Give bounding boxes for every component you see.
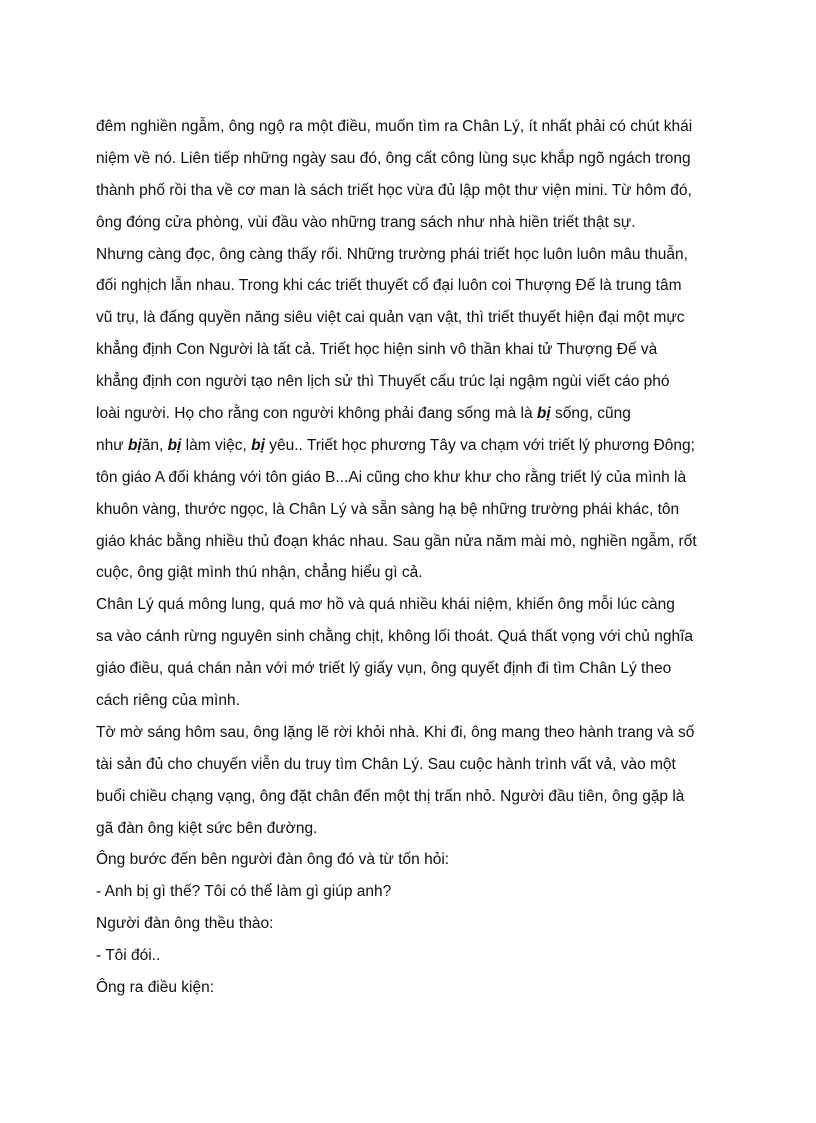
body-text (96, 111, 736, 1004)
text-line: Nhưng càng đọc, ông càng thấy rối. Những trường phái triết học luôn luôn mâu thuẫn, (96, 245, 688, 263)
text-line: vũ trụ, là đấng quyền năng siêu việt cai quản vạn vật, thì triết thuyết hiện đại một mực (96, 309, 685, 327)
text-segment: như (96, 436, 128, 454)
text-line: - Anh bị gì thế? Tôi có thể làm gì giúp anh? (96, 883, 392, 901)
text-line: Ông ra điều kiện: (96, 979, 215, 997)
text-segment: loài người. Họ cho rằng con người không phải đang sống mà là (96, 405, 537, 423)
text-line: cuộc, ông giật mình thú nhận, chẳng hiểu gì cả. (96, 564, 423, 582)
text-line: tôn giáo A đối kháng với tôn giáo B...Ai cũng cho khư khư cho rằng triết lý của mình là (96, 468, 687, 486)
text-line: đối nghịch lẫn nhau. Trong khi các triết thuyết cổ đại luôn coi Thượng Đế là trung tâm (96, 277, 682, 295)
text-line (96, 430, 736, 462)
text-segment: ăn, (141, 436, 168, 454)
emphasis-bi: bị (167, 436, 182, 454)
text-line: niệm về nó. Liên tiếp những ngày sau đó, ông cất công lùng sục khắp ngõ ngách trong (96, 149, 691, 167)
text-line: khuôn vàng, thước ngọc, là Chân Lý và sẵn sàng hạ bệ những trường phái khác, tôn (96, 500, 680, 518)
emphasis-bi: bị (251, 436, 265, 454)
text-line: tài sản đủ cho chuyến viễn du truy tìm Chân Lý. Sau cuộc hành trình vất vả, vào một (96, 755, 676, 773)
emphasis-bi: bị (127, 436, 142, 454)
text-line: ông đóng cửa phòng, vùi đầu vào những trang sách như nhà hiền triết thật sự. (96, 213, 636, 231)
text-line: cách riêng của mình. (96, 692, 240, 710)
emphasis-bi: bị (536, 405, 551, 423)
text-line: khẳng định con người tạo nên lịch sử thì Thuyết cấu trúc lại ngậm ngùi viết cáo phó (96, 373, 670, 391)
text-line: Người đàn ông thều thào: (96, 915, 274, 933)
text-line: giáo điều, quá chán nản với mớ triết lý giấy vụn, ông quyết định đi tìm Chân Lý theo (96, 660, 672, 678)
text-line: đêm nghiền ngẫm, ông ngộ ra một điều, muốn tìm ra Chân Lý, ít nhất phải có chút khái (96, 118, 693, 135)
text-line: gã đàn ông kiệt sức bên đường. (96, 819, 318, 837)
text-line: Tờ mờ sáng hôm sau, ông lặng lẽ rời khỏi nhà. Khi đi, ông mang theo hành trang và số (96, 723, 695, 741)
text-line: Ông bước đến bên người đàn ông đó và từ tốn hỏi: (96, 851, 450, 869)
text-segment: làm việc, (181, 436, 252, 454)
text-segment: sống, cũng (550, 405, 631, 423)
text-line: thành phố rồi tha về cơ man là sách triết học vừa đủ lập một thư viện mini. Từ hôm đó, (96, 181, 692, 199)
text-line: Chân Lý quá mông lung, quá mơ hồ và quá nhiều khái niệm, khiến ông mỗi lúc càng (96, 596, 675, 614)
text-line: khẳng định Con Người là tất cả. Triết học hiện sinh vô thần khai tử Thượng Đế và (96, 341, 658, 359)
text-line: giáo khác bằng nhiều thủ đoạn khác nhau. Sau gần nửa năm mài mò, nghiền ngẫm, rốt (96, 532, 697, 550)
text-line: buổi chiều chạng vạng, ông đặt chân đến một thị trấn nhỏ. Người đầu tiên, ông gặp là (96, 787, 685, 805)
text-line: sa vào cánh rừng nguyên sinh chằng chịt, không lối thoát. Quá thất vọng với chủ nghĩa (96, 628, 694, 646)
text-line: - Tôi đói.. (96, 947, 161, 965)
text-line (96, 398, 736, 430)
text-segment: yêu.. Triết học phương Tây va chạm với triết lý phương Đông; (264, 436, 695, 454)
